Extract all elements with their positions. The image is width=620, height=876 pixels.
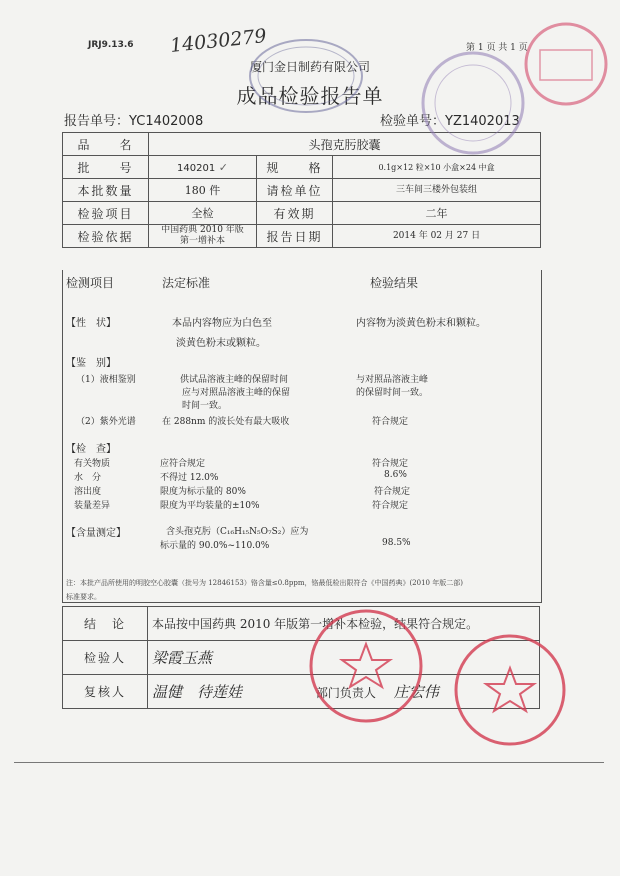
basis-label: 检验依据 — [63, 225, 149, 248]
inspection-name-3: 装量差异 — [74, 501, 111, 511]
page-info: 第 1 页 共 1 页 — [466, 43, 528, 53]
conclusion-label: 结 论 — [63, 607, 148, 641]
footnote-line-1: 注：本批产品所使用的明胶空心胶囊（批号为 12846153）铬含量≤0.8ppm，铬最低检出限符合《中国药典》(2010 年版二部) — [66, 579, 463, 587]
test-number-label: 检验单号： — [380, 114, 446, 129]
inspection-result-1: 8.6% — [384, 470, 407, 480]
footnote-line-2: 标准要求。 — [66, 593, 101, 601]
date-value: 2014 年 02 月 27 日 — [333, 225, 541, 248]
basis-row — [63, 225, 541, 248]
dept-head-signature: 庄宏伟 — [393, 683, 439, 701]
appearance-label: 【性 状】 — [66, 318, 116, 329]
validity-value: 二年 — [333, 202, 541, 225]
uv-label: （2）紫外光谱 — [76, 417, 136, 427]
hplc-result-1: 与对照品溶液主峰 — [356, 375, 429, 385]
reviewer-label: 复核人 — [63, 675, 148, 709]
hplc-standard-1: 供试品溶液主峰的保留时间 — [180, 375, 289, 385]
product-label: 品 名 — [63, 133, 149, 156]
assay-standard-2: 标示量的 90.0%~110.0% — [160, 541, 270, 551]
spec-value: 0.1g×12 粒×10 小盒×24 中盒 — [333, 156, 541, 179]
identification-label: 【鉴 别】 — [66, 358, 116, 369]
date-label: 报告日期 — [257, 225, 333, 248]
spec-label: 规 格 — [257, 156, 333, 179]
col-header-result: 检验结果 — [370, 276, 419, 290]
inspection-result-2: 符合规定 — [374, 487, 411, 497]
receipt-seal — [522, 20, 610, 108]
assay-label: 【含量测定】 — [66, 528, 126, 539]
inspection-result-0: 符合规定 — [372, 459, 409, 469]
company-seal-top — [246, 36, 366, 116]
inspection-name-1: 水 分 — [74, 473, 102, 483]
appearance-result: 内容物为淡黄色粉末和颗粒。 — [356, 318, 486, 329]
dept-label: 请检单位 — [257, 179, 333, 202]
dept-head-label: 部门负责人 — [315, 686, 376, 700]
item-label: 检验项目 — [63, 202, 149, 225]
inspection-standard-0: 应符合规定 — [160, 459, 206, 469]
col-header-item: 检测项目 — [66, 276, 115, 290]
inspection-name-2: 溶出度 — [74, 487, 102, 497]
inspection-name-0: 有关物质 — [74, 459, 111, 469]
basis-line-1: 中国药典 2010 年版 — [161, 225, 244, 235]
inspection-standard-1: 不得过 12.0% — [160, 473, 219, 483]
uv-standard: 在 288nm 的波长处有最大吸收 — [162, 417, 290, 427]
conclusion-text: 本品按中国药典 2010 年版第一增补本检验，结果符合规定。 — [148, 607, 540, 641]
item-row — [63, 202, 541, 225]
inspector-signature: 梁霞玉燕 — [148, 641, 540, 675]
inspection-label: 【检 查】 — [66, 444, 116, 455]
handwritten-number: 14030279 — [169, 25, 268, 57]
dept-value: 三车间三楼外包装组 — [333, 179, 541, 202]
appearance-standard-1: 本品内容物应为白色至 — [172, 318, 272, 329]
validity-label: 有效期 — [257, 202, 333, 225]
report-number-value: YC1402008 — [129, 114, 204, 129]
assay-standard-1: 含头孢克肟（C₁₆H₁₅N₅O₇S₂）应为 — [166, 527, 309, 537]
inspection-standard-3: 限度为平均装量的±10% — [160, 501, 260, 511]
batch-row — [63, 156, 541, 179]
inspection-standard-2: 限度为标示量的 80% — [160, 487, 246, 497]
inspector-label: 检验人 — [63, 641, 148, 675]
quantity-value: 180 件 — [149, 179, 257, 202]
uv-result: 符合规定 — [372, 417, 409, 427]
report-number — [64, 110, 203, 129]
quantity-label: 本批数量 — [63, 179, 149, 202]
assay-result: 98.5% — [382, 538, 411, 548]
basis-value — [149, 225, 257, 248]
batch-label: 批 号 — [63, 156, 149, 179]
product-value: 头孢克肟胶囊 — [149, 133, 541, 156]
reviewer-signature: 温健 待莲娃 — [152, 683, 243, 701]
report-number-label: 报告单号： — [64, 114, 130, 129]
bottom-rule — [14, 762, 604, 763]
batch-value: 140201 — [177, 162, 216, 174]
batch-check-mark: ✓ — [218, 160, 228, 174]
hplc-label: （1）液相鉴别 — [76, 375, 136, 385]
gsp-seal — [418, 48, 528, 158]
hplc-result-2: 的保留时间一致。 — [356, 388, 429, 398]
item-value: 全检 — [149, 202, 257, 225]
col-header-standard: 法定标准 — [162, 276, 211, 290]
inspection-result-3: 符合规定 — [372, 501, 409, 511]
hplc-standard-2: 应与对照品溶液主峰的保留 — [182, 388, 291, 398]
basis-line-2: 第一增补本 — [179, 236, 225, 246]
hplc-standard-3: 时间一致。 — [182, 401, 228, 411]
document-title: 成品检验报告单 — [236, 84, 384, 108]
quantity-row — [63, 179, 541, 202]
quality-seal-bottom-left — [306, 606, 426, 726]
company-name: 厦门金日制药有限公司 — [249, 60, 370, 74]
appearance-standard-2: 淡黄色粉末或颗粒。 — [176, 338, 266, 349]
test-number-value: YZ1402013 — [445, 114, 520, 129]
quality-seal-bottom-right — [452, 632, 568, 748]
batch-cell — [149, 156, 257, 179]
form-code: JRJ9.13.6 — [88, 40, 134, 50]
